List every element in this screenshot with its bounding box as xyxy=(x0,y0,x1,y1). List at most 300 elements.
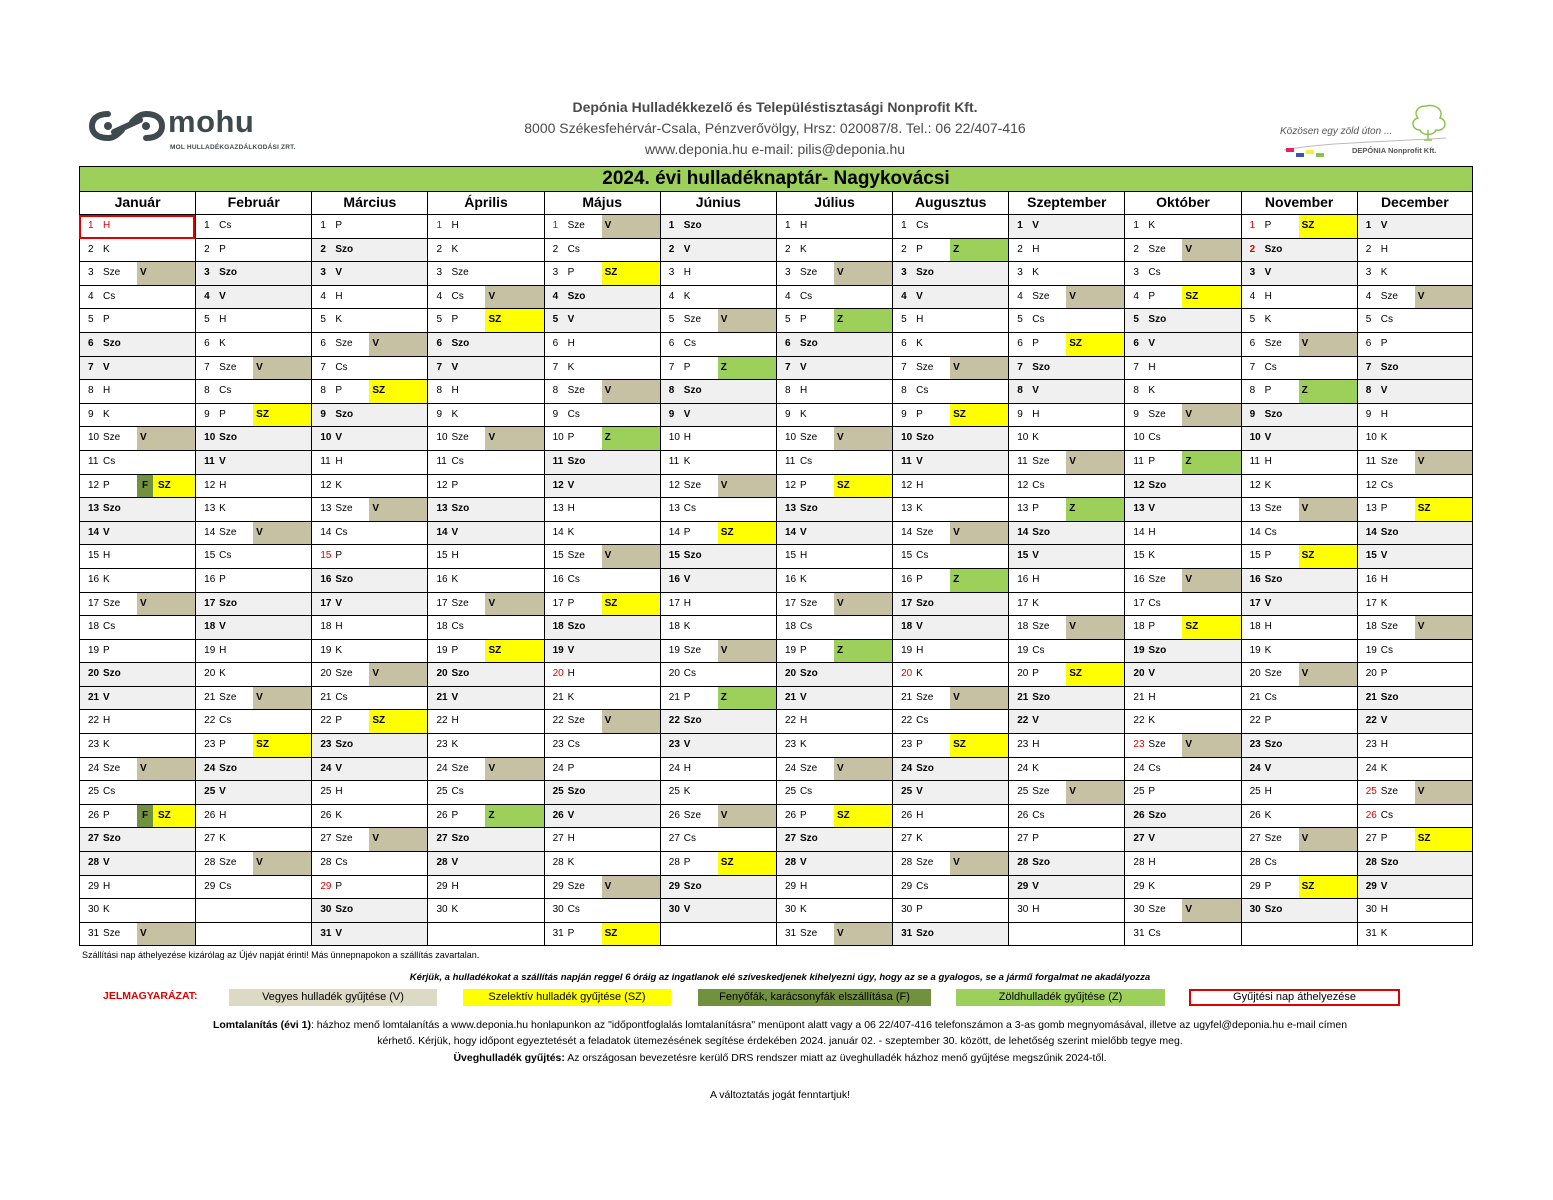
month-column xyxy=(660,215,776,947)
day-name: V xyxy=(1148,668,1156,680)
day-label xyxy=(1242,309,1299,332)
day-cell xyxy=(1008,309,1124,333)
day-cell xyxy=(1124,309,1240,333)
day-number: 23 xyxy=(320,739,332,751)
glass-waste-title: Üveghulladék gyűjtés: xyxy=(453,1052,565,1064)
day-cell xyxy=(427,475,543,499)
day-name: H xyxy=(451,880,459,892)
day-name: Sze xyxy=(916,691,934,703)
day-cell xyxy=(1357,286,1473,310)
day-cell xyxy=(1357,522,1473,546)
day-label xyxy=(80,828,137,851)
day-label xyxy=(893,663,950,686)
day-name: P xyxy=(799,809,807,821)
day-cell xyxy=(1008,616,1124,640)
day-name: K xyxy=(219,503,226,515)
day-number: 17 xyxy=(436,597,448,609)
day-name: Sze xyxy=(1264,503,1282,515)
day-label xyxy=(777,616,834,639)
day-cell xyxy=(1124,451,1240,475)
day-label xyxy=(196,569,253,592)
day-cell xyxy=(311,805,427,829)
day-cell xyxy=(776,852,892,876)
day-number: 27 xyxy=(1365,833,1377,845)
collection-mark-v: V xyxy=(602,876,660,899)
day-label xyxy=(1242,357,1299,380)
day-name: P xyxy=(799,314,807,326)
waste-calendar xyxy=(79,166,1473,947)
day-label xyxy=(1358,427,1415,450)
day-label xyxy=(893,239,950,262)
day-name: V xyxy=(1264,762,1272,774)
day-number: 16 xyxy=(204,573,216,585)
day-number: 9 xyxy=(1365,408,1372,420)
day-cell xyxy=(195,687,311,711)
day-name: K xyxy=(451,243,459,255)
day-label xyxy=(545,498,602,521)
day-name: Sze xyxy=(1148,904,1166,916)
day-number: 4 xyxy=(901,290,907,302)
day-label xyxy=(1009,333,1066,356)
day-cell xyxy=(776,451,892,475)
day-cell xyxy=(1357,451,1473,475)
day-number: 8 xyxy=(436,385,443,397)
collection-mark-v: V xyxy=(1415,286,1472,309)
day-number: 25 xyxy=(901,786,913,798)
day-cell xyxy=(1357,357,1473,381)
day-number: 28 xyxy=(901,857,913,869)
day-name: P xyxy=(799,479,807,491)
day-name: Cs xyxy=(683,668,697,680)
day-name: Szo xyxy=(1380,526,1399,538)
day-cell xyxy=(776,404,892,428)
day-number: 6 xyxy=(668,337,675,349)
day-label xyxy=(545,215,602,238)
day-name: K xyxy=(1148,220,1156,231)
day-cell xyxy=(660,852,776,876)
collection-mark-v: V xyxy=(1066,616,1124,639)
day-number: 14 xyxy=(784,526,797,538)
day-name: H xyxy=(799,220,808,231)
day-label xyxy=(1125,876,1182,899)
day-name: H xyxy=(451,220,459,231)
day-cell xyxy=(195,852,311,876)
day-name: Sze xyxy=(1380,290,1398,302)
day-name: Sze xyxy=(916,526,934,538)
day-cell xyxy=(1124,404,1240,428)
day-label xyxy=(1009,475,1066,498)
day-cell xyxy=(544,357,660,381)
day-number: 16 xyxy=(1365,573,1377,585)
day-cell xyxy=(311,262,427,286)
day-name: P xyxy=(1380,833,1388,845)
day-label xyxy=(428,663,485,686)
day-number: 9 xyxy=(552,408,559,420)
day-cell xyxy=(544,687,660,711)
day-number: 23 xyxy=(901,739,913,751)
day-cell xyxy=(311,852,427,876)
day-cell xyxy=(311,734,427,758)
day-cell xyxy=(892,781,1008,805)
day-name: K xyxy=(799,408,807,420)
day-cell xyxy=(776,781,892,805)
day-label xyxy=(1242,427,1299,450)
day-number: 14 xyxy=(1249,526,1261,538)
day-number: 25 xyxy=(88,786,100,798)
day-name: Sze xyxy=(799,267,818,279)
day-number: 7 xyxy=(784,361,791,373)
day-cell xyxy=(1008,663,1124,687)
day-label xyxy=(661,781,718,804)
day-number: 13 xyxy=(1365,503,1377,515)
day-name: H xyxy=(1032,573,1040,585)
collection-mark-v: V xyxy=(834,427,892,450)
day-cell xyxy=(892,710,1008,734)
day-name: V xyxy=(451,526,459,538)
day-name: V xyxy=(103,857,110,869)
day-label xyxy=(777,545,834,568)
day-name: P xyxy=(103,479,110,491)
day-name: V xyxy=(219,455,226,467)
collection-mark-z: Z xyxy=(1299,380,1357,403)
day-number: 24 xyxy=(204,762,216,774)
day-cell xyxy=(1241,828,1357,852)
day-label xyxy=(312,805,369,828)
day-number: 18 xyxy=(901,621,913,633)
day-cell xyxy=(544,758,660,782)
day-number: 2 xyxy=(1017,243,1023,255)
day-number: 24 xyxy=(901,762,913,774)
day-name: V xyxy=(335,267,342,279)
day-label xyxy=(312,923,369,946)
day-number: 22 xyxy=(88,715,100,727)
day-number: 14 xyxy=(552,526,564,538)
day-name: H xyxy=(567,503,575,515)
day-name: Sze xyxy=(1148,408,1166,420)
day-number: 28 xyxy=(204,857,216,869)
day-name: V xyxy=(916,786,923,798)
day-name: H xyxy=(1380,408,1388,420)
collection-mark-z: Z xyxy=(834,309,892,332)
collection-mark-v: V xyxy=(485,286,543,309)
day-label xyxy=(661,828,718,851)
collection-mark-v: V xyxy=(137,923,195,946)
day-name: Szo xyxy=(567,455,586,467)
day-label xyxy=(1358,828,1415,851)
day-cell xyxy=(195,475,311,499)
day-cell xyxy=(776,498,892,522)
day-number: 24 xyxy=(784,762,797,774)
day-number: 11 xyxy=(1365,455,1377,467)
day-label xyxy=(80,640,137,663)
day-name: K xyxy=(799,739,807,751)
day-name: Sze xyxy=(1148,573,1166,585)
day-label xyxy=(1009,498,1066,521)
day-label xyxy=(80,852,137,875)
day-label xyxy=(893,734,950,757)
day-label xyxy=(1125,309,1182,332)
day-name: P xyxy=(1380,337,1388,349)
day-number: 16 xyxy=(1133,573,1145,585)
day-number: 23 xyxy=(784,739,797,751)
day-label xyxy=(1125,215,1182,238)
transfer-note: Szállítási nap áthelyezése kizárólag az Újév napját érinti! Más ünnepnapokon a szállítás zavartalan. xyxy=(82,950,480,960)
day-name: K xyxy=(451,573,459,585)
day-number: 31 xyxy=(1365,927,1377,939)
day-name: Sze xyxy=(103,597,121,609)
day-number: 18 xyxy=(1249,621,1261,633)
day-label xyxy=(312,239,369,262)
day-name: K xyxy=(567,361,575,373)
day-label xyxy=(777,239,834,262)
day-cell xyxy=(660,357,776,381)
day-label xyxy=(1009,663,1066,686)
day-label xyxy=(196,758,253,781)
day-cell xyxy=(1124,923,1240,947)
day-number: 8 xyxy=(88,385,94,397)
day-label xyxy=(1009,899,1066,922)
day-label xyxy=(893,404,950,427)
day-name: K xyxy=(451,408,459,420)
day-number: 27 xyxy=(436,833,448,845)
day-number: 27 xyxy=(1133,833,1145,845)
collection-mark-sz: SZ xyxy=(1182,286,1240,309)
day-label xyxy=(893,427,950,450)
day-name: Sze xyxy=(683,314,702,326)
day-number: 28 xyxy=(784,857,797,869)
day-cell xyxy=(1241,357,1357,381)
day-cell xyxy=(776,357,892,381)
day-number: 23 xyxy=(1133,739,1145,751)
day-label xyxy=(777,215,834,238)
day-name: Szo xyxy=(1032,361,1051,373)
day-number: 15 xyxy=(668,550,680,562)
day-number: 5 xyxy=(668,314,675,326)
day-cell xyxy=(1124,239,1240,263)
collection-mark-v: V xyxy=(485,758,543,781)
day-name: P xyxy=(335,880,342,892)
day-label xyxy=(777,427,834,450)
day-cell xyxy=(776,640,892,664)
day-label xyxy=(661,593,718,616)
day-label xyxy=(1242,545,1299,568)
day-label xyxy=(196,640,253,663)
day-name: P xyxy=(916,739,923,751)
day-cell xyxy=(79,616,195,640)
day-label xyxy=(893,852,950,875)
day-label xyxy=(196,286,253,309)
day-cell xyxy=(195,427,311,451)
day-number: 12 xyxy=(1249,479,1261,491)
day-number: 27 xyxy=(88,833,100,845)
day-name: P xyxy=(451,809,459,821)
day-name: Szo xyxy=(103,668,121,680)
day-cell xyxy=(311,427,427,451)
day-label xyxy=(1125,640,1182,663)
day-label xyxy=(661,309,718,332)
day-cell xyxy=(1357,427,1473,451)
day-name: Szo xyxy=(683,385,702,397)
day-number: 14 xyxy=(204,526,216,538)
day-cell xyxy=(1241,286,1357,310)
day-cell xyxy=(544,663,660,687)
day-label xyxy=(893,805,950,828)
day-cell xyxy=(892,309,1008,333)
day-number: 14 xyxy=(1017,526,1029,538)
day-label xyxy=(1242,687,1299,710)
day-name: Sze xyxy=(335,337,353,349)
collection-mark-sz: SZ xyxy=(253,734,311,757)
day-number: 18 xyxy=(1017,621,1029,633)
day-cell xyxy=(892,876,1008,900)
day-name: V xyxy=(335,597,342,609)
day-name: K xyxy=(335,809,342,821)
day-label xyxy=(1009,427,1066,450)
day-cell xyxy=(660,899,776,923)
day-number: 4 xyxy=(1249,290,1256,302)
day-number: 1 xyxy=(88,220,94,231)
day-cell xyxy=(660,404,776,428)
day-cell xyxy=(1008,569,1124,593)
day-name: Szo xyxy=(1032,691,1051,703)
day-cell xyxy=(892,475,1008,499)
day-name: K xyxy=(683,290,691,302)
day-name: Sze xyxy=(103,267,121,279)
collection-mark-v: V xyxy=(1299,828,1357,851)
day-cell xyxy=(195,640,311,664)
day-label xyxy=(545,357,602,380)
day-label xyxy=(80,357,137,380)
month-header: December xyxy=(1357,191,1473,215)
day-label xyxy=(1242,286,1299,309)
day-number: 4 xyxy=(784,290,791,302)
day-name: Cs xyxy=(335,361,348,373)
day-cell xyxy=(311,357,427,381)
day-number: 21 xyxy=(784,691,797,703)
day-cell xyxy=(195,357,311,381)
day-name: K xyxy=(1148,715,1156,727)
day-number: 30 xyxy=(88,904,100,916)
day-label xyxy=(312,427,369,450)
month-header: Március xyxy=(311,191,427,215)
day-number: 22 xyxy=(552,715,564,727)
day-cell xyxy=(1008,357,1124,381)
day-cell xyxy=(427,640,543,664)
day-name: V xyxy=(335,762,342,774)
day-cell xyxy=(776,687,892,711)
day-label xyxy=(661,333,718,356)
day-number: 25 xyxy=(552,786,564,798)
day-name: K xyxy=(1032,762,1039,774)
day-cell xyxy=(1008,545,1124,569)
day-name: Sze xyxy=(219,857,237,869)
day-label xyxy=(196,805,253,828)
day-name: P xyxy=(1148,290,1156,302)
day-label xyxy=(893,781,950,804)
day-cell xyxy=(892,805,1008,829)
day-name: H xyxy=(1380,573,1388,585)
day-label xyxy=(545,333,602,356)
day-cell xyxy=(660,781,776,805)
collection-mark-z: Z xyxy=(1182,451,1240,474)
day-number: 11 xyxy=(320,455,331,467)
day-label xyxy=(893,286,950,309)
day-number: 4 xyxy=(552,290,559,302)
day-cell xyxy=(1357,852,1473,876)
day-number: 12 xyxy=(668,479,680,491)
day-number: 7 xyxy=(1249,361,1256,373)
day-number: 23 xyxy=(668,739,680,751)
day-name: H xyxy=(799,385,808,397)
day-cell xyxy=(892,758,1008,782)
deponia-slogan: Közösen egy zöld úton ... xyxy=(1280,126,1393,137)
day-label xyxy=(428,498,485,521)
day-label xyxy=(1242,805,1299,828)
day-cell xyxy=(1357,710,1473,734)
day-name: K xyxy=(103,243,110,255)
day-label xyxy=(545,758,602,781)
day-number: 29 xyxy=(668,880,680,892)
day-label xyxy=(893,475,950,498)
day-cell xyxy=(1241,427,1357,451)
day-number: 31 xyxy=(784,927,797,939)
day-name: P xyxy=(103,809,110,821)
empty-cell xyxy=(195,923,311,947)
day-name: V xyxy=(916,621,923,633)
day-number: 1 xyxy=(204,220,210,231)
day-label xyxy=(1125,522,1182,545)
day-cell xyxy=(311,333,427,357)
day-number: 20 xyxy=(784,668,797,680)
day-number: 6 xyxy=(784,337,791,349)
day-number: 3 xyxy=(204,267,210,279)
day-name: Cs xyxy=(1148,927,1161,939)
day-cell xyxy=(311,663,427,687)
day-cell xyxy=(1124,215,1240,239)
day-cell xyxy=(1124,522,1240,546)
day-number: 31 xyxy=(901,927,913,939)
day-name: V xyxy=(916,455,923,467)
day-cell xyxy=(195,309,311,333)
month-column xyxy=(79,215,195,947)
month-header-row xyxy=(79,191,1473,215)
day-name: P xyxy=(916,904,923,916)
day-label xyxy=(1009,828,1066,851)
day-name: P xyxy=(1032,503,1039,515)
day-label xyxy=(661,640,718,663)
day-number: 19 xyxy=(436,644,448,656)
collection-mark-sz: SZ xyxy=(834,475,892,498)
day-name: P xyxy=(1380,503,1388,515)
day-cell xyxy=(1241,734,1357,758)
day-label xyxy=(777,333,834,356)
day-cell xyxy=(427,380,543,404)
day-number: 1 xyxy=(784,220,791,231)
day-cell xyxy=(311,593,427,617)
collection-mark-v: V xyxy=(1415,451,1472,474)
day-label xyxy=(1358,616,1415,639)
day-label xyxy=(80,687,137,710)
day-label xyxy=(428,758,485,781)
day-name: P xyxy=(219,573,226,585)
day-label xyxy=(80,475,137,498)
day-label xyxy=(312,640,369,663)
day-cell xyxy=(1241,710,1357,734)
empty-cell xyxy=(660,923,776,947)
day-name: V xyxy=(219,786,226,798)
day-label xyxy=(1009,734,1066,757)
day-name: Sze xyxy=(219,526,237,538)
